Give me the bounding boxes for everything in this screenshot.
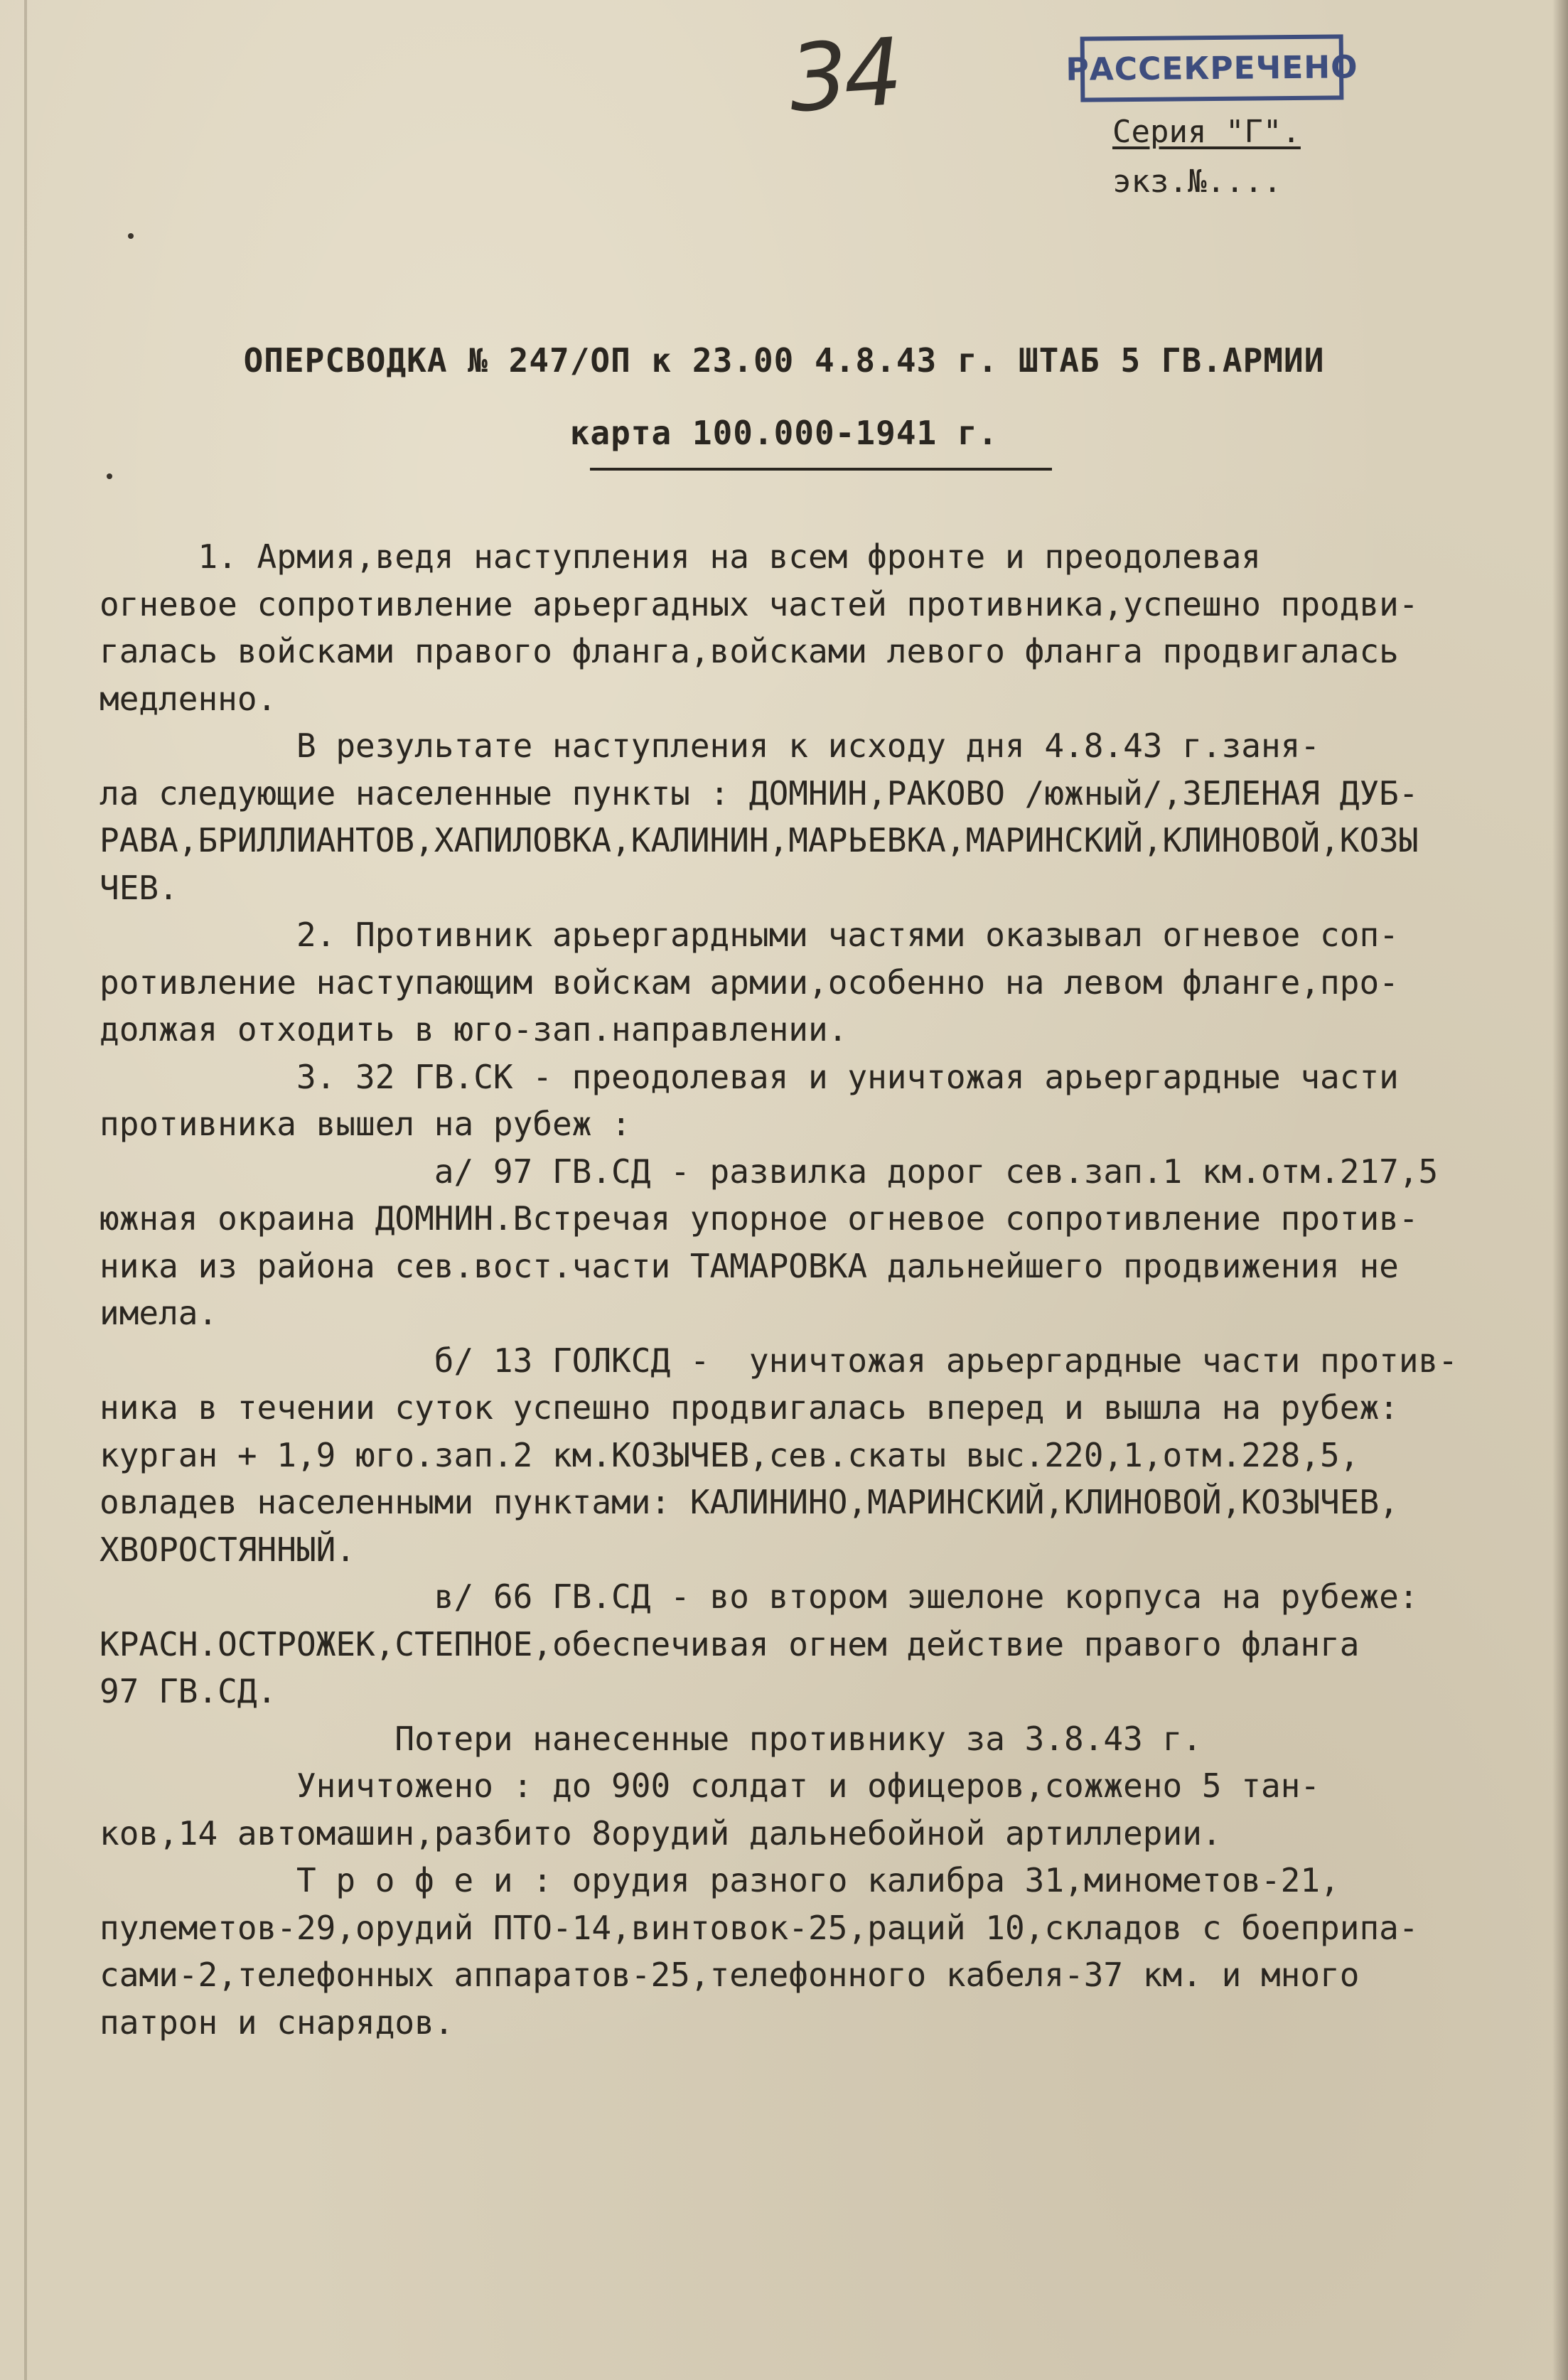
body-line: 97 ГВ.СД. xyxy=(100,1672,277,1710)
body-line: ника в течении суток успешно продвигалась вперед и вышла на рубеж: xyxy=(100,1388,1399,1427)
body-line: курган + 1,9 юго.зап.2 км.КОЗЫЧЕВ,сев.скаты выс.220,1,отм.228,5, xyxy=(100,1435,1360,1474)
body-line: ника из района сев.вост.части ТАМАРОВКА дальнейшего продвижения не xyxy=(100,1246,1399,1285)
series-label: Серия "Г". xyxy=(1112,114,1301,150)
document-body xyxy=(100,533,1564,2046)
body-line: южная окраина ДОМНИН.Встречая упорное огневое сопротивление против- xyxy=(100,1199,1419,1238)
body-line: ла следующие населенные пункты : ДОМНИН,РАКОВО /южный/,ЗЕЛЕНАЯ ДУБ- xyxy=(100,773,1419,813)
body-line: Уничтожено : до 900 солдат и офицеров,сожжено 5 тан- xyxy=(100,1767,1321,1805)
body-line: 1. Армия,ведя наступления на всем фронте и преодолевая xyxy=(100,537,1261,576)
title-underline xyxy=(590,468,1052,471)
body-line: Потери нанесенные противнику за 3.8.43 г. xyxy=(100,1719,1202,1758)
body-line: противника вышел на рубеж : xyxy=(100,1105,631,1143)
body-line: пулеметов-29,орудий ПТО-14,винтовок-25,раций 10,складов с боеприпа- xyxy=(100,1908,1419,1947)
body-line: сами-2,телефонных аппаратов-25,телефонного кабеля-37 км. и много xyxy=(100,1956,1360,1994)
body-line: должая отходить в юго-зап.направлении. xyxy=(100,1010,848,1049)
body-line: галась войсками правого фланга,войсками левого фланга продвигалась xyxy=(100,632,1399,670)
body-line: ЧЕВ. xyxy=(100,868,178,907)
document-title: ОПЕРСВОДКА № 247/ОП к 23.00 4.8.43 г. ШТАБ 5 ГВ.АРМИИ xyxy=(243,341,1325,380)
body-line: ХВОРОСТЯННЫЙ. xyxy=(100,1530,356,1569)
body-line: а/ 97 ГВ.СД - развилка дорог сев.зап.1 км.отм.217,5 xyxy=(100,1152,1439,1191)
body-line: медленно. xyxy=(100,679,277,718)
body-line: в/ 66 ГВ.СД - во втором эшелоне корпуса на рубеже: xyxy=(100,1577,1419,1616)
body-line: В результате наступления к исходу дня 4.8.43 г.заня- xyxy=(100,727,1321,765)
body-line: огневое сопротивление арьергадных частей противника,успешно продви- xyxy=(100,584,1419,623)
body-line: КРАСН.ОСТРОЖЕК,СТЕПНОЕ,обеспечивая огнем действие правого фланга xyxy=(100,1624,1360,1663)
body-line: б/ 13 ГОЛКСД - уничтожая арьергардные части против- xyxy=(100,1341,1458,1380)
body-line: 2. Противник арьергардными частями оказывал огневое соп- xyxy=(100,916,1399,954)
body-line: 3. 32 ГВ.СК - преодолевая и уничтожая арьергардные части xyxy=(100,1057,1399,1096)
body-line: патрон и снарядов. xyxy=(100,2003,454,2042)
ink-dot xyxy=(128,233,134,239)
handwritten-page-number: 34 xyxy=(785,17,902,134)
declassified-stamp: РАССЕКРЕЧЕНО xyxy=(1080,34,1344,102)
copy-number: экз.№.... xyxy=(1112,164,1282,200)
body-line: ротивление наступающим войскам армии,особенно на левом фланге,про- xyxy=(100,963,1399,1002)
body-line: Т р о ф е и : орудия разного калибра 31,минометов-21, xyxy=(100,1861,1340,1899)
document-subtitle: карта 100.000-1941 г. xyxy=(569,414,999,452)
body-line: овладев населенными пунктами: КАЛИНИНО,МАРИНСКИЙ,КЛИНОВОЙ,КОЗЫЧЕВ, xyxy=(100,1483,1399,1521)
body-line: имела. xyxy=(100,1294,218,1332)
body-line: РАВА,БРИЛЛИАНТОВ,ХАПИЛОВКА,КАЛИНИН,МАРЬЕВКА,МАРИНСКИЙ,КЛИНОВОЙ,КОЗЫ xyxy=(100,821,1419,859)
body-line: ков,14 автомашин,разбито 8орудий дальнебойной артиллерии. xyxy=(100,1813,1222,1853)
ink-dot xyxy=(107,473,112,479)
